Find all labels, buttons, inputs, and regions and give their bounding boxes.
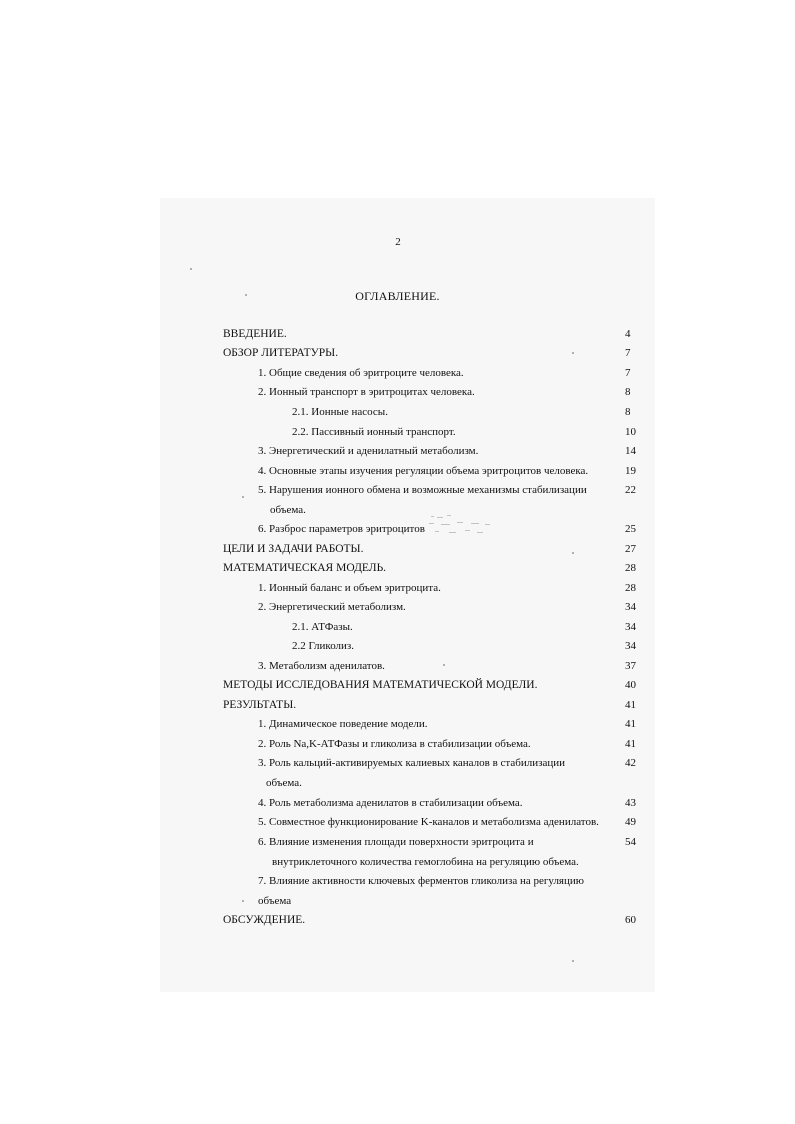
toc-entry-page: 42	[625, 757, 636, 769]
toc-entry-page: 28	[625, 582, 636, 594]
toc-entry-text: 2. Ионный транспорт в эритроцитах человека.	[258, 386, 475, 398]
toc-entry-text: ВВЕДЕНИЕ.	[223, 328, 287, 340]
toc-entry-page: 28	[625, 562, 636, 574]
toc-entry-page: 22	[625, 484, 636, 496]
toc-entry-text: ОБЗОР ЛИТЕРАТУРЫ.	[223, 347, 339, 359]
scan-speck	[572, 960, 574, 962]
toc-entry-page: 27	[625, 543, 636, 555]
toc-entry-page: 37	[625, 660, 636, 672]
toc-entry-page: 7	[625, 367, 631, 379]
toc-entry-page: 19	[625, 465, 636, 477]
toc-entry-text: 3. Энергетический и аденилатный метаболизм.	[258, 445, 479, 457]
toc-entry-text: 4. Основные этапы изучения регуляции объема эритроцитов человека.	[258, 465, 589, 477]
page-number: 2	[395, 236, 401, 248]
toc-entry-text: 5. Нарушения ионного обмена и возможные механизмы стабилизации	[258, 484, 587, 496]
toc-entry-page: 41	[625, 718, 636, 730]
toc-entry-page: 60	[625, 914, 636, 926]
toc-entry-text: 2.1. Ионные насосы.	[292, 406, 388, 418]
toc-entry-page: 43	[625, 797, 636, 809]
scan-speck	[443, 664, 445, 666]
toc-entry-page: 54	[625, 836, 636, 848]
toc-entry-page: 34	[625, 601, 636, 613]
toc-entry-text: 2.2. Пассивный ионный транспорт.	[292, 426, 456, 438]
toc-entry-text: 2.2 Гликолиз.	[292, 640, 355, 652]
toc-entry-text: 5. Совместное функционирование K-каналов и метаболизма аденилатов.	[258, 816, 599, 828]
toc-entry-page: 8	[625, 406, 631, 418]
scan-speck	[242, 496, 244, 498]
toc-entry-text-continuation: объема.	[270, 504, 306, 516]
toc-entry-text-continuation: объема.	[266, 777, 302, 789]
toc-entry-text: 6. Влияние изменения площади поверхности эритроцита и	[258, 836, 534, 848]
toc-entry-text: 4. Роль метаболизма аденилатов в стабилизации объема.	[258, 797, 523, 809]
toc-entry-page: 41	[625, 699, 636, 711]
toc-entry-text: 1. Динамическое поведение модели.	[258, 718, 428, 730]
scan-speck	[190, 268, 192, 270]
toc-title: ОГЛАВЛЕНИЕ.	[355, 289, 440, 303]
toc-entry-text-continuation: внутриклеточного количества гемоглобина на регуляцию объема.	[272, 856, 579, 868]
toc-entry-text: 2. Энергетический метаболизм.	[258, 601, 406, 613]
toc-entry-page: 4	[625, 328, 631, 340]
toc-entry-text-continuation: объема	[258, 895, 292, 907]
toc-entry-text: 1. Ионный баланс и объем эритроцита.	[258, 582, 441, 594]
scanned-page-area	[160, 198, 655, 992]
toc-entry-text: МЕТОДЫ ИССЛЕДОВАНИЯ МАТЕМАТИЧЕСКОЙ МОДЕЛИ.	[223, 679, 538, 691]
toc-entry-page: 10	[625, 426, 636, 438]
toc-entry-page: 7	[625, 347, 631, 359]
toc-entry-text: МАТЕМАТИЧЕСКАЯ МОДЕЛЬ.	[223, 562, 387, 574]
toc-entry-page: 49	[625, 816, 636, 828]
scan-speck	[572, 552, 574, 554]
toc-entry-page: 34	[625, 621, 636, 633]
toc-entry-text: ОБСУЖДЕНИЕ.	[223, 914, 306, 926]
toc-entry-page: 25	[625, 523, 636, 535]
toc-entry-page: 40	[625, 679, 636, 691]
toc-entry-text: 6. Разброс параметров эритроцитов	[258, 523, 425, 535]
toc-entry-page: 8	[625, 386, 631, 398]
scan-speck	[245, 294, 247, 296]
toc-entry-text: 3. Роль кальций-активируемых калиевых каналов в стабилизации	[258, 757, 565, 769]
toc-entry-text: 2. Роль Na,K-АТФазы и гликолиза в стабилизации объема.	[258, 738, 531, 750]
toc-entry-text: 2.1. АТФазы.	[292, 621, 353, 633]
toc-entry-text: 3. Метаболизм аденилатов.	[258, 660, 385, 672]
toc-entry-text: РЕЗУЛЬТАТЫ.	[223, 699, 297, 711]
scan-smudge	[427, 514, 495, 540]
scan-speck	[572, 352, 574, 354]
toc-entry-text: 7. Влияние активности ключевых ферментов гликолиза на регуляцию	[258, 875, 584, 887]
toc-entry-page: 14	[625, 445, 636, 457]
toc-entry-page: 34	[625, 640, 636, 652]
scan-speck	[242, 900, 244, 902]
toc-entry-page: 41	[625, 738, 636, 750]
toc-entry-text: ЦЕЛИ И ЗАДАЧИ РАБОТЫ.	[223, 543, 364, 555]
toc-entry-text: 1. Общие сведения об эритроците человека.	[258, 367, 464, 379]
